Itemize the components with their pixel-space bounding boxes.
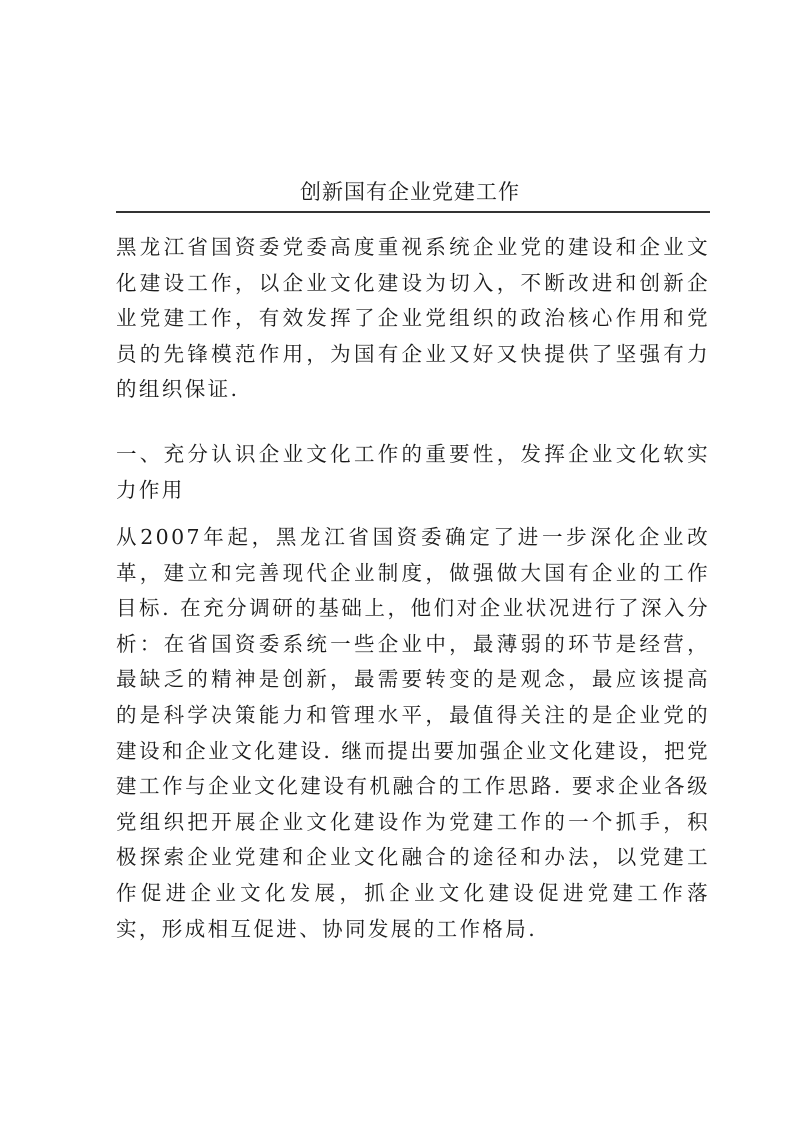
- body-paragraph: 从2007年起，黑龙江省国资委确定了进一步深化企业改革，建立和完善现代企业制度，做强做大国有企业的工作目标. 在充分调研的基础上，他们对企业状况进行了深入分析：在省国资委系统一些企业中，最薄弱的环节是经营，最缺乏的精神是创新，最需要转变的是观念，最应该提高的是科学决策能力和管理水平，最值得关注的是企业党的建设和企业文化建设. 继而提出要加强企业文化建设，把党建工作与企业文化建设有机融合的工作思路. 要求企业各级党组织把开展企业文化建设作为党建工作的一个抓手，积极探索企业党建和企业文化融合的途径和办法，以党建工作促进企业文化发展，抓企业文化建设促进党建工作落实，形成相互促进、协同发展的工作格局.: [116, 525, 710, 941]
- section-heading: 一、充分认识企业文化工作的重要性，发挥企业文化软实力作用: [116, 442, 710, 502]
- title-divider: [116, 211, 710, 213]
- page-title: 创新国有企业党建工作: [300, 180, 520, 205]
- intro-paragraph: 黑龙江省国资委党委高度重视系统企业党的建设和企业文化建设工作，以企业文化建设为切入，不断改进和创新企业党建工作，有效发挥了企业党组织的政治核心作用和党员的先锋模范作用，为国有企业又好又快提供了坚强有力的组织保证.: [116, 235, 710, 402]
